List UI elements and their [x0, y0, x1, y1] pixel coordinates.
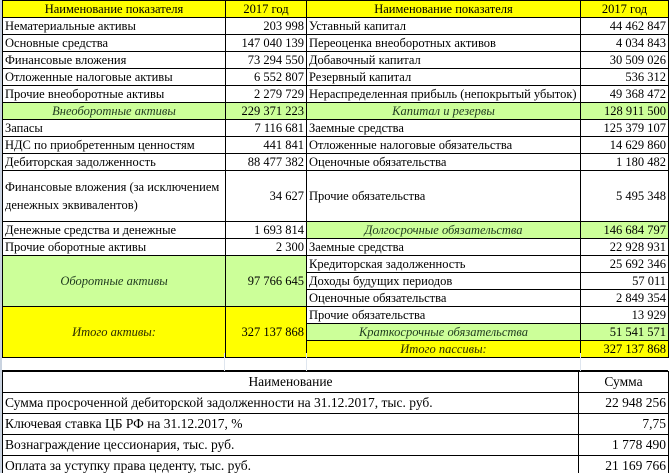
cell-value[interactable]: 7 116 681	[226, 120, 307, 137]
table-row	[3, 86, 307, 103]
cell-value[interactable]: 13 929	[581, 307, 669, 324]
cell-value[interactable]: 536 312	[581, 69, 669, 86]
cell-label[interactable]: Добавочный капитал	[307, 52, 581, 69]
cell-value[interactable]: 22 928 931	[581, 239, 669, 256]
cell-label[interactable]: Запасы	[3, 120, 226, 137]
table-row	[307, 256, 669, 273]
subtotal-value[interactable]: 51 541 571	[581, 324, 669, 341]
cell-label[interactable]: Оценочные обязательства	[307, 154, 581, 171]
cell-value[interactable]: 147 040 139	[226, 35, 307, 52]
gridline	[224, 353, 225, 371]
table-row	[3, 69, 307, 86]
assets-header-year[interactable]: 2017 год	[226, 1, 307, 18]
cell-label[interactable]: Дебиторская задолженность	[3, 154, 226, 171]
cell-label[interactable]: Переоценка внеоборотных активов	[307, 35, 581, 52]
cell-label[interactable]: Резервный капитал	[307, 69, 581, 86]
cell-label[interactable]: Отложенные налоговые обязательства	[307, 137, 581, 154]
cell-label[interactable]: Прочие оборотные активы	[3, 239, 226, 256]
summary-header-amount[interactable]: Сумма	[579, 372, 669, 393]
cell-value[interactable]: 73 294 550	[226, 52, 307, 69]
table-row	[307, 69, 669, 86]
subtotal-label[interactable]: Оборотные активы	[3, 256, 226, 307]
table-row	[307, 307, 669, 324]
subtotal-label[interactable]: Внеоборотные активы	[3, 103, 226, 120]
cell-value[interactable]: 30 509 026	[581, 52, 669, 69]
assets-total-row	[3, 307, 307, 358]
cell-label[interactable]: Кредиторская задолженность	[307, 256, 581, 273]
table-row	[307, 35, 669, 52]
cell-label[interactable]: Уставный капитал	[307, 18, 581, 35]
cell-label[interactable]: НДС по приобретенным ценностям	[3, 137, 226, 154]
cell-value[interactable]: 2 279 729	[226, 86, 307, 103]
table-row	[3, 222, 307, 239]
subtotal-value[interactable]: 97 766 645	[226, 256, 307, 307]
liabilities-header-name[interactable]: Наименование показателя	[307, 1, 581, 18]
table-row	[3, 456, 669, 473]
gridline	[306, 353, 307, 371]
assets-header-name[interactable]: Наименование показателя	[3, 1, 226, 18]
cell-label[interactable]: Прочие обязательства	[307, 307, 581, 324]
cell-label[interactable]: Ключевая ставка ЦБ РФ на 31.12.2017, %	[3, 414, 579, 435]
liabilities-table	[306, 0, 669, 358]
cell-value[interactable]: 14 629 860	[581, 137, 669, 154]
table-row	[3, 171, 307, 222]
table-row	[3, 120, 307, 137]
shortterm-subtotal-row	[307, 324, 669, 341]
table-row	[3, 393, 669, 414]
assets-header-row	[3, 1, 307, 18]
noncurrent-subtotal-row	[3, 103, 307, 120]
cell-label[interactable]: Прочие обязательства	[307, 171, 581, 222]
total-value[interactable]: 327 137 868	[226, 307, 307, 358]
current-subtotal-row	[3, 256, 307, 307]
total-label[interactable]: Итого пассивы:	[307, 341, 581, 358]
cell-value[interactable]: 1 180 482	[581, 154, 669, 171]
cell-label[interactable]: Нематериальные активы	[3, 18, 226, 35]
cell-value[interactable]: 22 948 256	[579, 393, 669, 414]
table-row	[307, 290, 669, 307]
subtotal-value[interactable]: 146 684 797	[581, 222, 669, 239]
cell-value[interactable]: 125 379 107	[581, 120, 669, 137]
cell-label[interactable]: Сумма просроченной дебиторской задолженности на 31.12.2017, тыс. руб.	[3, 393, 579, 414]
cell-value[interactable]: 2 300	[226, 239, 307, 256]
cell-label[interactable]: Доходы будущих периодов	[307, 273, 581, 290]
subtotal-label[interactable]: Капитал и резервы	[307, 103, 581, 120]
cell-label[interactable]: Нераспределенная прибыль (непокрытый убыток)	[307, 86, 581, 103]
cell-value[interactable]: 1 778 490	[579, 435, 669, 456]
cell-label[interactable]: Основные средства	[3, 35, 226, 52]
table-row	[307, 120, 669, 137]
table-row	[3, 18, 307, 35]
subtotal-label[interactable]: Долгосрочные обязательства	[307, 222, 581, 239]
cell-label[interactable]: Вознаграждение цессионария, тыс. руб.	[3, 435, 579, 456]
cell-value[interactable]: 1 693 814	[226, 222, 307, 239]
table-row	[3, 414, 669, 435]
table-row	[3, 35, 307, 52]
table-row	[307, 239, 669, 256]
cell-label[interactable]: Денежные средства и денежные	[3, 222, 226, 239]
blank-row	[2, 353, 668, 371]
total-label[interactable]: Итого активы:	[3, 307, 226, 358]
cell-value[interactable]: 5 495 348	[581, 171, 669, 222]
cell-value[interactable]: 6 552 807	[226, 69, 307, 86]
cell-value[interactable]: 88 477 382	[226, 154, 307, 171]
subtotal-label[interactable]: Краткосрочные обязательства	[307, 324, 581, 341]
cell-label[interactable]: Прочие внеоборотные активы	[3, 86, 226, 103]
table-row	[307, 86, 669, 103]
table-row	[3, 137, 307, 154]
cell-value[interactable]: 49 368 472	[581, 86, 669, 103]
cell-value[interactable]: 44 462 847	[581, 18, 669, 35]
table-row	[307, 137, 669, 154]
cell-value[interactable]: 203 998	[226, 18, 307, 35]
cell-value[interactable]: 7,75	[579, 414, 669, 435]
total-value[interactable]: 327 137 868	[581, 341, 669, 358]
table-row	[307, 52, 669, 69]
table-row	[3, 154, 307, 171]
cell-label[interactable]: Заемные средства	[307, 120, 581, 137]
table-row	[3, 52, 307, 69]
summary-header-name[interactable]: Наименование	[3, 372, 579, 393]
gridline	[580, 353, 581, 371]
liabilities-header-row	[307, 1, 669, 18]
table-row	[307, 171, 669, 222]
cell-value[interactable]: 34 627	[226, 171, 307, 222]
subtotal-value[interactable]: 128 911 500	[581, 103, 669, 120]
cell-value[interactable]: 57 011	[581, 273, 669, 290]
cell-value[interactable]: 25 692 346	[581, 256, 669, 273]
table-row	[307, 154, 669, 171]
longterm-subtotal-row	[307, 222, 669, 239]
table-row	[307, 18, 669, 35]
summary-header-row	[3, 372, 669, 393]
cell-label[interactable]: Заемные средства	[307, 239, 581, 256]
subtotal-value[interactable]: 229 371 223	[226, 103, 307, 120]
cell-value[interactable]: 2 849 354	[581, 290, 669, 307]
cell-value[interactable]: 4 034 843	[581, 35, 669, 52]
table-row	[3, 435, 669, 456]
table-row	[3, 239, 307, 256]
cell-label[interactable]: Финансовые вложения	[3, 52, 226, 69]
cell-value[interactable]: 441 841	[226, 137, 307, 154]
table-row	[307, 273, 669, 290]
equity-subtotal-row	[307, 103, 669, 120]
cell-value[interactable]: 21 169 766	[579, 456, 669, 473]
cell-label[interactable]: Отложенные налоговые активы	[3, 69, 226, 86]
cell-label[interactable]: Финансовые вложения (за исключением денежных эквивалентов)	[3, 171, 226, 222]
cell-label[interactable]: Оценочные обязательства	[307, 290, 581, 307]
cell-label[interactable]: Оплата за уступку права цеденту, тыс. руб.	[3, 456, 579, 473]
assets-table	[2, 0, 307, 358]
liabilities-header-year[interactable]: 2017 год	[581, 1, 669, 18]
summary-table	[2, 371, 669, 473]
